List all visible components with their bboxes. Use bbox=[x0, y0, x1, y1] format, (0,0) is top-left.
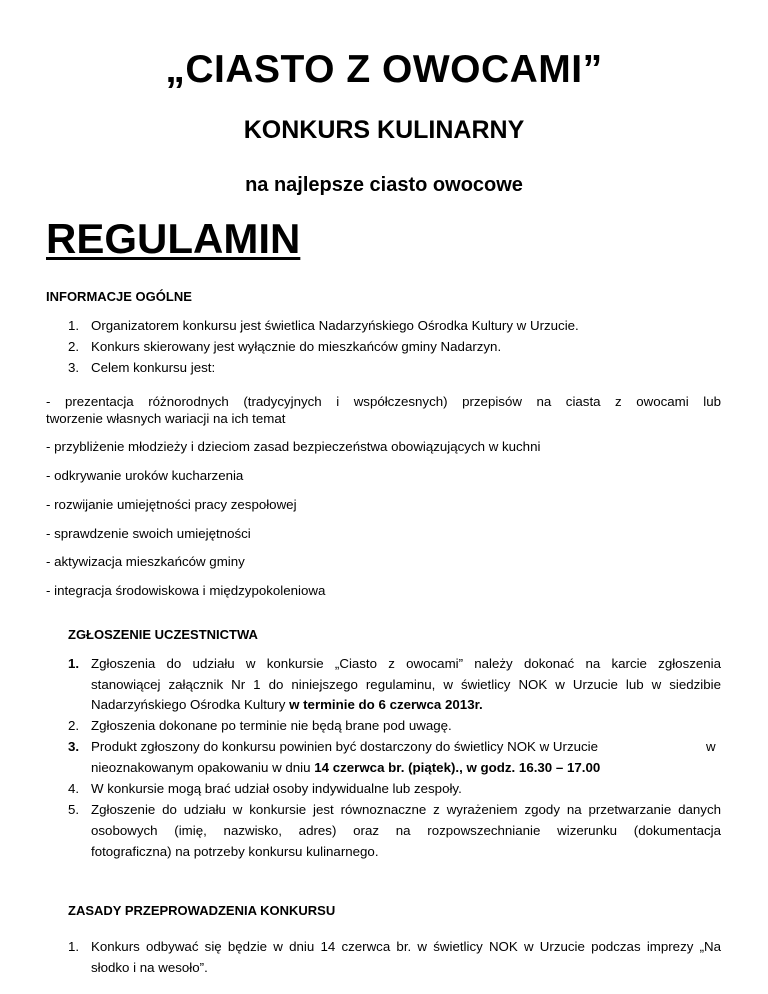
goal-line: - prezentacja różnorodnych (tradycyjnych i współczesnych) przepisów na ciasta z owocami lub bbox=[46, 394, 721, 409]
list-item-text: w bbox=[706, 739, 716, 754]
list-item-text: stanowiącej załącznik Nr 1 do niniejszego regulaminu, w świetlicy NOK w Urzucie lub w siedzibie bbox=[91, 677, 721, 692]
goal-line: - aktywizacja mieszkańców gminy bbox=[46, 554, 245, 569]
list-item-text: Konkurs odbywać się będzie w dniu 14 czerwca br. w świetlicy NOK w Urzucie podczas imprezy „Na bbox=[91, 939, 721, 954]
list-item-text bbox=[91, 760, 600, 775]
list-item-text: fotograficzna) na potrzeby konkursu kulinarnego. bbox=[91, 844, 379, 859]
list-item-text: Zgłoszenia do udziału w konkursie „Ciasto z owocami” należy dokonać na karcie zgłoszenia bbox=[91, 656, 721, 671]
section-heading-info: INFORMACJE OGÓLNE bbox=[46, 289, 192, 304]
goal-line: - odkrywanie uroków kucharzenia bbox=[46, 468, 244, 483]
list-item-number: 1. bbox=[68, 939, 80, 954]
list-item-text: W konkursie mogą brać udział osoby indywidualne lub zespoły. bbox=[91, 781, 462, 796]
list-item-text-plain: nieoznakowanym opakowaniu w dniu bbox=[91, 760, 315, 775]
list-item-text: Konkurs skierowany jest wyłącznie do mieszkańców gminy Nadarzyn. bbox=[91, 339, 502, 354]
list-item-number: 1. bbox=[68, 656, 80, 671]
delivery-date-text: 14 czerwca br. (piątek)., w godz. 16.30 – 17.00 bbox=[314, 760, 601, 775]
goal-line: - sprawdzenie swoich umiejętności bbox=[46, 526, 251, 541]
list-item-text: Produkt zgłoszony do konkursu powinien być dostarczony do świetlicy NOK w Urzucie bbox=[91, 739, 598, 754]
goal-line: - integracja środowiskowa i międzypokoleniowa bbox=[46, 583, 326, 598]
list-item-text: osobowych (imię, nazwisko, adres) oraz na rozpowszechnianie wizerunku (dokumentacja bbox=[91, 823, 721, 838]
list-item-text: Organizatorem konkursu jest świetlica Nadarzyńskiego Ośrodka Kultury w Urzucie. bbox=[91, 318, 579, 333]
list-item-number: 2. bbox=[68, 718, 80, 733]
list-item-text: Zgłoszenia dokonane po terminie nie będą brane pod uwagę. bbox=[91, 718, 452, 733]
document-subtitle: KONKURS KULINARNY bbox=[243, 116, 525, 144]
goal-line: - rozwijanie umiejętności pracy zespołowej bbox=[46, 497, 297, 512]
goal-line: tworzenie własnych wariacji na ich temat bbox=[46, 411, 286, 426]
regulamin-heading: REGULAMIN bbox=[46, 215, 301, 262]
list-item-text-plain: Nadarzyńskiego Ośrodka Kultury bbox=[91, 697, 290, 712]
document-title: „CIASTO Z OWOCAMI” bbox=[165, 48, 603, 91]
goal-line: - przybliżenie młodzieży i dzieciom zasad bezpieczeństwa obowiązujących w kuchni bbox=[46, 439, 541, 454]
list-item-text bbox=[91, 697, 483, 712]
section-heading-registration: ZGŁOSZENIE UCZESTNICTWA bbox=[68, 627, 258, 642]
list-item-number: 1. bbox=[68, 318, 80, 333]
list-item-text: Zgłoszenie do udziału w konkursie jest równoznaczne z wyrażeniem zgody na przetwarzanie danych bbox=[91, 802, 721, 817]
list-item-number: 4. bbox=[68, 781, 80, 796]
document-subtitle-2: na najlepsze ciasto owocowe bbox=[245, 174, 523, 196]
list-item-number: 3. bbox=[68, 360, 80, 375]
list-item-text: Celem konkursu jest: bbox=[91, 360, 216, 375]
list-item-number: 2. bbox=[68, 339, 80, 354]
deadline-text: w terminie do 6 czerwca 2013r. bbox=[289, 697, 483, 712]
list-item-number: 3. bbox=[68, 739, 80, 754]
list-item-number: 5. bbox=[68, 802, 80, 817]
section-heading-rules: ZASADY PRZEPROWADZENIA KONKURSU bbox=[68, 903, 336, 918]
list-item-text: słodko i na wesoło”. bbox=[91, 960, 208, 975]
